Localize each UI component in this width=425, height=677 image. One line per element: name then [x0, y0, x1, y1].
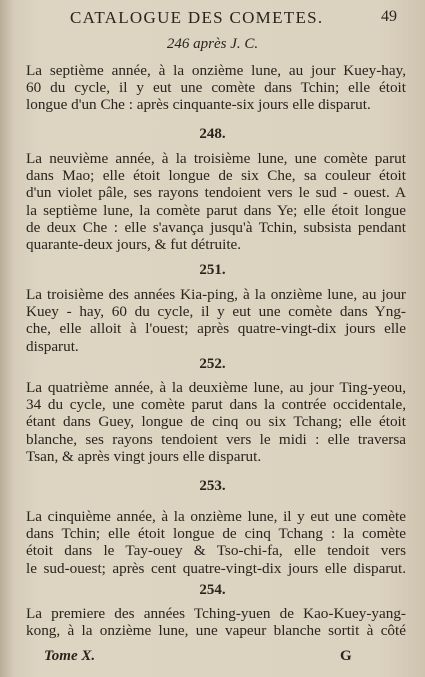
volume-label: Tome X.: [44, 648, 96, 664]
entry-text: [26, 62, 406, 114]
text-line: La quatrième année, à la deuxième lune, au jour Ting-yeou,: [26, 379, 406, 396]
text-line: disparut.: [26, 337, 79, 355]
text-line: Tsan, & après vingt jours elle disparut.: [26, 447, 262, 465]
text-line: d'un violet pâle, ses rayons tendoient vers le sud - ouest. A: [26, 184, 406, 202]
text-line: le sud-ouest; après cent quatre-vingt-dix jours elle disparut.: [26, 559, 406, 577]
signature-mark: G: [340, 648, 352, 664]
entry-text: [26, 286, 406, 355]
text-line: blanche, ses rayons tendoient vers le midi : elle traversa: [26, 430, 406, 448]
year-heading: 253.: [199, 478, 226, 494]
text-line: dans Mao; elle étoit longue de six Che, sa couleur étoit: [26, 167, 406, 185]
entry-text: [26, 150, 406, 253]
text-line: étoit dans le Tay-ouey & Tso-chi-fa, elle tendoit vers: [26, 542, 406, 560]
text-line: La cinquième année, à la onzième lune, il y eut une comète: [26, 508, 406, 525]
page-footer: [0, 648, 425, 670]
text-line: Kuey - hay, 60 du cycle, il y eut une comète dans Yng-: [26, 303, 406, 321]
page-header: [0, 8, 425, 32]
entry-248: [26, 150, 406, 253]
entry-251: [26, 286, 406, 355]
text-line: La septième année, à la onzième lune, au jour Kuey-hay,: [26, 62, 406, 79]
text-line: La premiere des années Tching-yuen de Kao-Kuey-yang-: [26, 605, 406, 622]
text-line: quarante-deux jours, & fut détruite.: [26, 236, 242, 254]
year-heading: 254.: [199, 582, 226, 598]
entry-246: [26, 62, 406, 114]
text-line: 34 du cycle, une comète parut dans la contrée occidentale,: [26, 396, 406, 414]
text-line: de deux Che : elle s'avança jusqu'à Tchin, subsista pendant: [26, 218, 406, 236]
year-heading: 248.: [199, 126, 226, 142]
entry-252: [26, 379, 406, 465]
entry-text: [26, 508, 406, 577]
text-line: 60 du cycle, il y eut une comète dans Tchin; elle étoit: [26, 79, 406, 97]
text-line: che, elle alloit à l'ouest; après quatre-vingt-dix jours elle: [26, 320, 406, 338]
year-heading: 252.: [199, 356, 226, 372]
text-line: étant dans Guey, longue de cinq ou six Tchang; elle étoit: [26, 413, 406, 431]
text-line: la septième lune, la comète parut dans Ye; elle étoit longue: [26, 201, 406, 219]
text-line: La neuvième année, à la troisième lune, une comète parut: [26, 150, 406, 167]
page-number: 49: [381, 8, 397, 25]
entry-254: [26, 605, 406, 639]
text-line: La troisième des années Kia-ping, à la onzième lune, au jour: [26, 286, 406, 303]
text-line: longue d'un Che : après cinquante-six jours elle disparut.: [26, 96, 371, 114]
entry-text: [26, 605, 406, 639]
running-title: CATALOGUE DES COMETES.: [70, 8, 324, 27]
text-line: dans Tchin; elle étoit longue de cinq Tchang : la comète: [26, 525, 406, 543]
entry-253: [26, 508, 406, 577]
entry-text: [26, 379, 406, 465]
year-subhead: 246 après J. C.: [166, 36, 259, 52]
year-heading: 251.: [199, 262, 226, 278]
text-line: kong, à la onzième lune, une vapeur blanche sortit à côté: [26, 622, 406, 640]
